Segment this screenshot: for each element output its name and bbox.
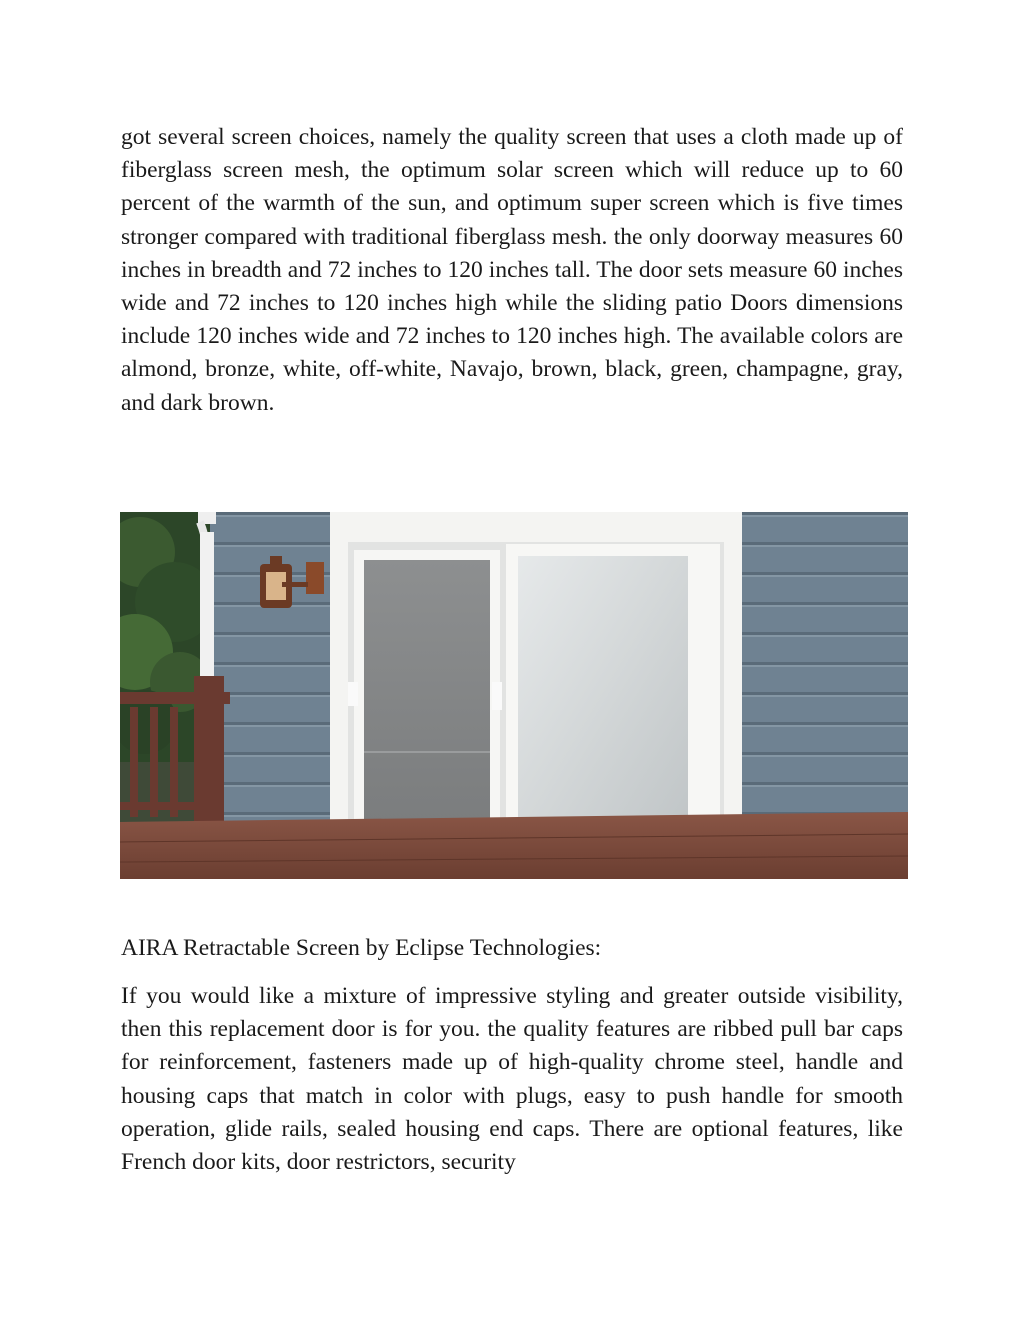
body-paragraph-1: got several screen choices, namely the quality screen that uses a cloth made up of fiberglass screen mesh, the optimum solar screen which will reduce up to 60 percent of the warmth of the sun, and optimum super screen which is five times stronger compared with traditional fiberglass mesh. the only doorway measures 60 inches in breadth and 72 inches to 120 inches tall. The door sets measure 60 inches wide and 72 inches to 120 inches high while the sliding patio Doors dimensions include 120 inches wide and 72 inches to 120 inches high. The available colors are almond, bronze, white, off-white, Navajo, brown, black, green, champagne, gray, and dark brown. xyxy=(121,124,903,416)
body-paragraph-2: If you would like a mixture of impressive styling and greater outside visibility, then this replacement door is for you. the quality features are ribbed pull bar caps for reinforcement, fasteners made up of high-quality chrome steel, handle and housing caps that match in color with plugs, easy to push handle for smooth operation, glide rails, sealed housing end caps. There are optional features, like French door kits, door restrictors, security xyxy=(121,983,903,1176)
patio-door-photo xyxy=(120,512,908,879)
section-heading: AIRA Retractable Screen by Eclipse Technologies: xyxy=(121,935,602,961)
